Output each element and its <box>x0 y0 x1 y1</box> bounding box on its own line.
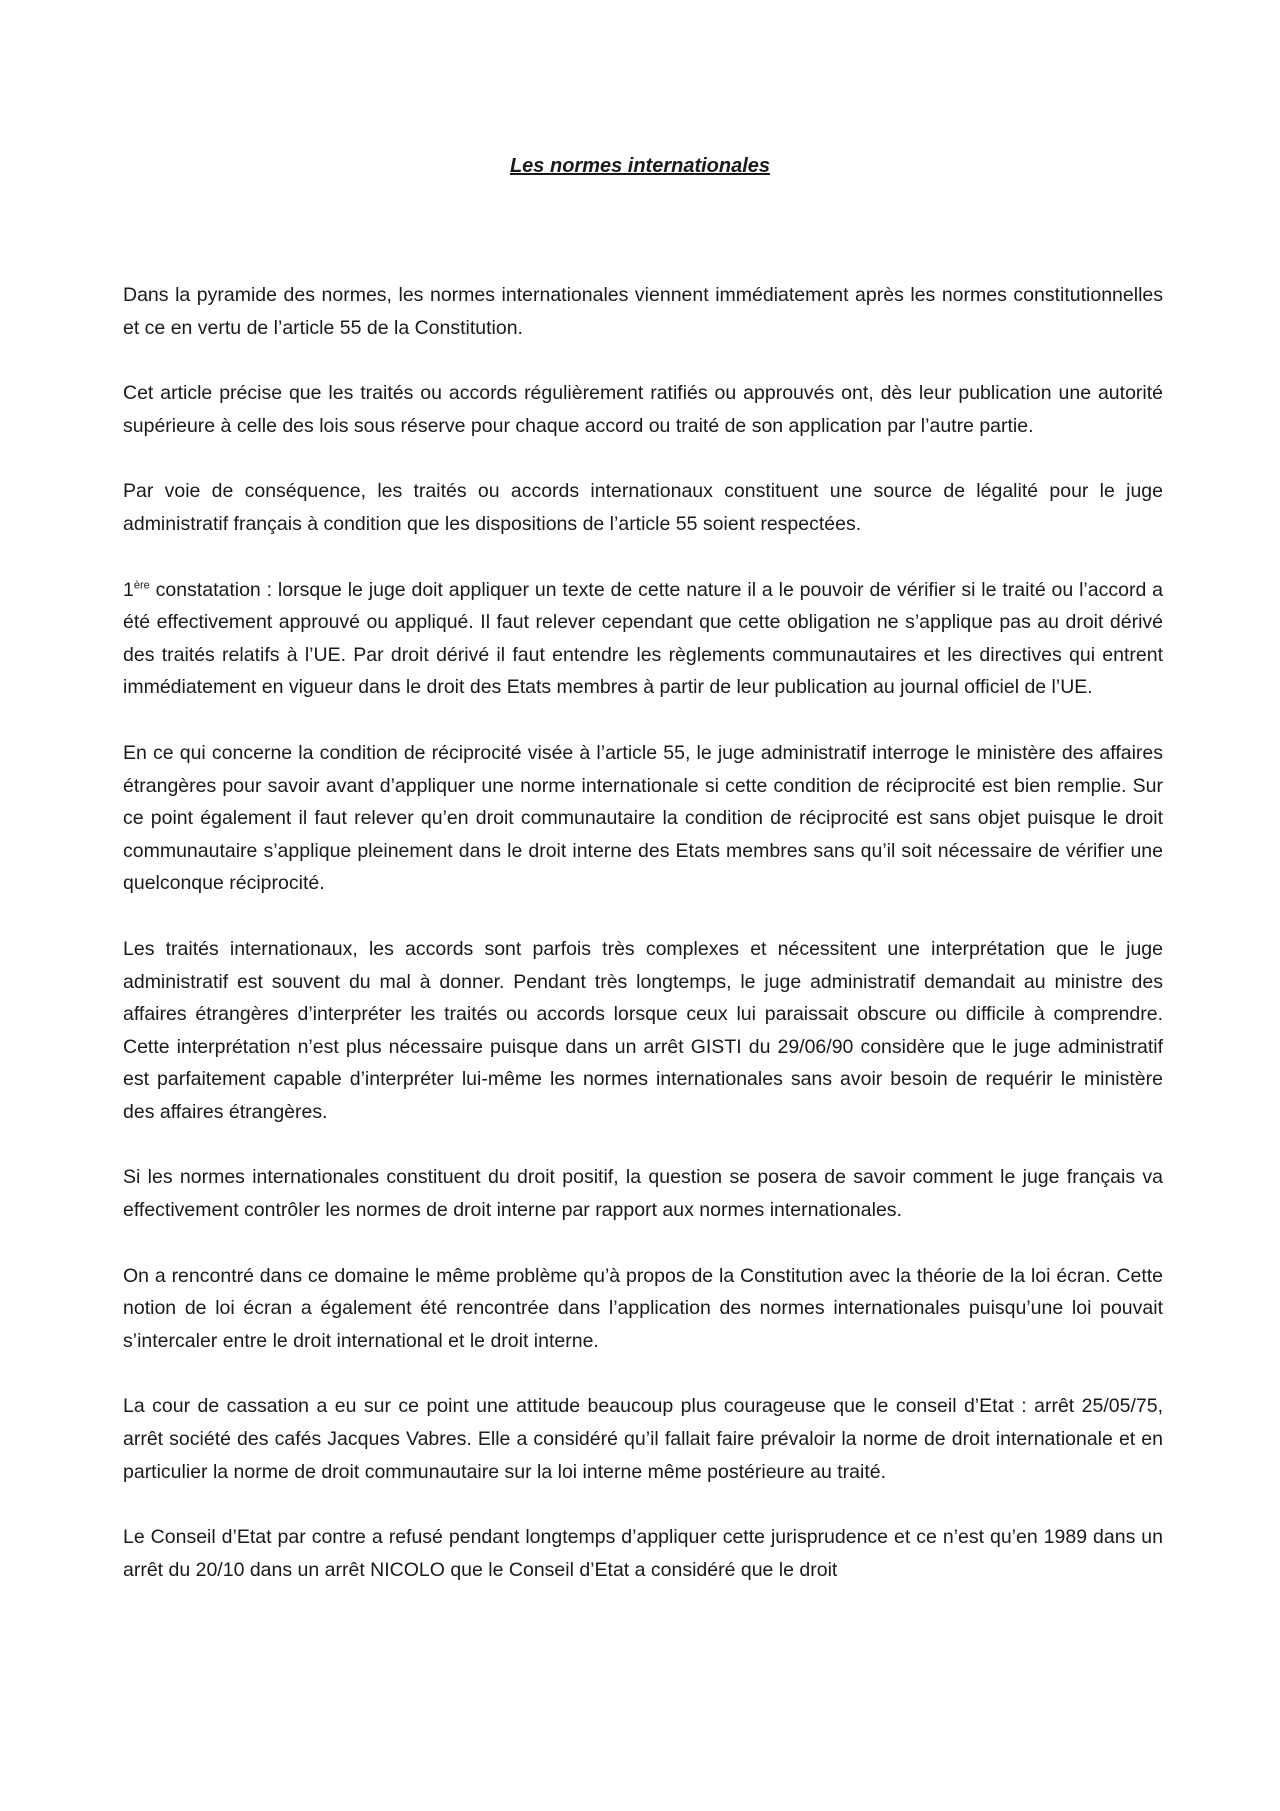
document-body <box>123 279 1163 1619</box>
paragraph: Les traités internationaux, les accords sont parfois très complexes et nécessitent une interprétation que le juge administratif est souvent du mal à donner. Pendant très longtemps, le juge administratif demandait au ministre des affaires étrangères d’interpréter les traités ou accords lorsque ceux lui paraissait obscure ou difficile à comprendre. Cette interprétation n’est plus nécessaire puisque dans un arrêt GISTI du 29/06/90 considère que le juge administratif est parfaitement capable d’interpréter lui-même les normes internationales sans avoir besoin de requérir le ministère des affaires étrangères. <box>123 937 1163 1123</box>
constatation-number: 1 <box>123 578 134 601</box>
paragraph: Si les normes internationales constituent du droit positif, la question se posera de savoir comment le juge français va effectivement contrôler les normes de droit interne par rapport aux normes internationales. <box>123 1166 1163 1222</box>
paragraph: En ce qui concerne la condition de réciprocité visée à l’article 55, le juge administratif interroge le ministère des affaires étrangères pour savoir avant d’appliquer une norme internationale si cette condition de réciprocité est bien remplie. Sur ce point également il faut relever qu’en droit communautaire la condition de réciprocité est sans objet puisque le droit communautaire s’applique pleinement dans le droit interne des Etats membres sans qu’il soit nécessaire de vérifier une quelconque réciprocité. <box>123 741 1163 895</box>
paragraph: Cet article précise que les traités ou accords régulièrement ratifiés ou approuvés ont, dès leur publication une autorité supérieure à celle des lois sous réserve pour chaque accord ou traité de son application par l’autre partie. <box>123 382 1163 437</box>
paragraph: La cour de cassation a eu sur ce point une attitude beaucoup plus courageuse que le conseil d’Etat : arrêt 25/05/75, arrêt société des cafés Jacques Vabres. Elle a considéré qu’il fallait faire prévaloir la norme de droit internationale et en particulier la norme de droit communautaire sur la loi interne même postérieure au traité. <box>123 1395 1163 1483</box>
paragraph: Dans la pyramide des normes, les normes internationales viennent immédiatement après les normes constitutionnelles et ce en vertu de l’article 55 de la Constitution. <box>123 284 1163 339</box>
paragraph: On a rencontré dans ce domaine le même problème qu’à propos de la Constitution avec la théorie de la loi écran. Cette notion de loi écran a également été rencontrée dans l’application des normes internationales puisqu’une loi pouvait s’intercaler entre le droit international et le droit interne. <box>123 1264 1163 1352</box>
constatation-text: constatation : lorsque le juge doit appliquer un texte de cette nature il a le pouvoir de vérifier si le traité ou l’accord a été effectivement approuvé ou appliqué. Il faut relever cependant que cette obligation ne s’applique pas au droit dérivé des traités relatifs à l’UE. Par droit dérivé il faut entendre les règlements communautaires et les directives qui entrent immédiatement en vigueur dans le droit des Etats membres à partir de leur publication au journal officiel de l’UE. <box>123 578 1163 699</box>
paragraph: Par voie de conséquence, les traités ou accords internationaux constituent une source de légalité pour le juge administratif français à condition que les dispositions de l’article 55 soient respectées. <box>123 480 1163 535</box>
constatation-superscript: ère <box>133 579 150 592</box>
document-title: Les normes internationales <box>509 155 771 177</box>
paragraph: Le Conseil d’Etat par contre a refusé pendant longtemps d’appliquer cette jurisprudence et ce n’est qu’en 1989 dans un arrêt du 20/10 dans un arrêt NICOLO que le Conseil d’Etat a considéré que le droit <box>123 1526 1163 1581</box>
paragraph-constatation <box>123 574 1163 704</box>
